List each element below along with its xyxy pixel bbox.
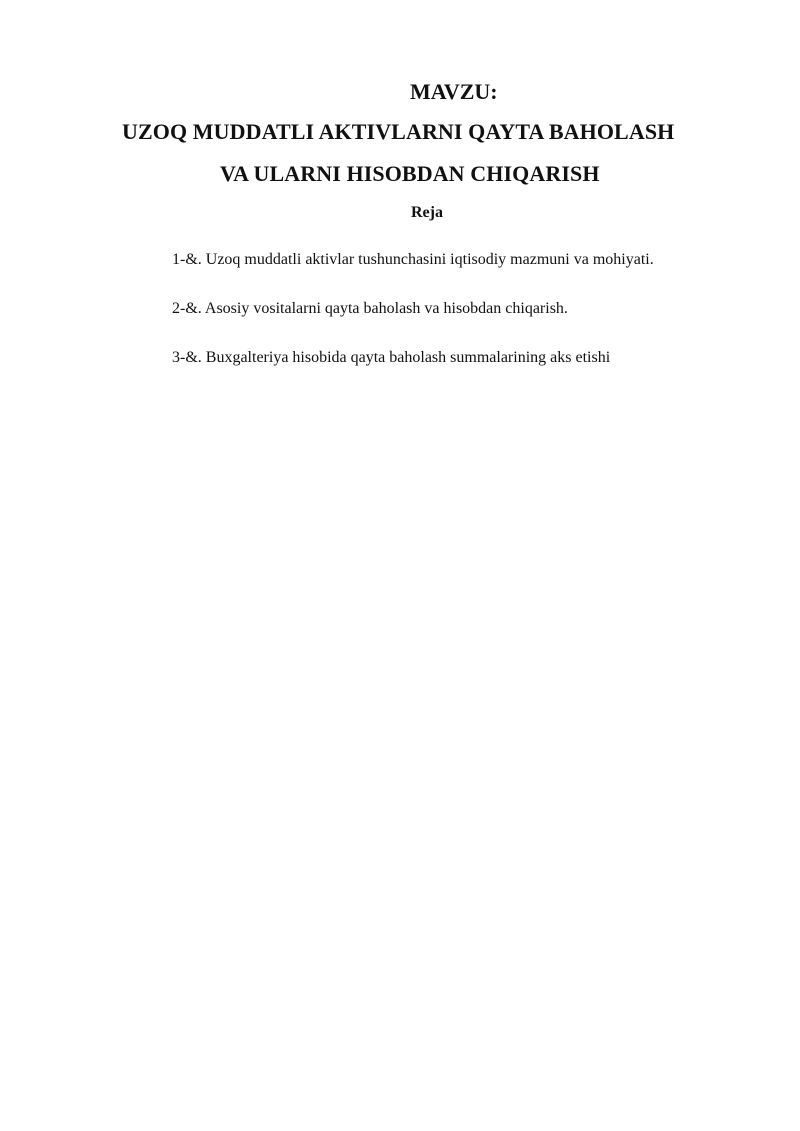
document-title-line-1: UZOQ MUDDATLI AKTIVLARNI QAYTA BAHOLASH — [122, 119, 675, 144]
topic-label: MAVZU: — [410, 79, 498, 104]
document-title-line-2: VA ULARNI HISOBDAN CHIQARISH — [220, 161, 600, 186]
plan-item: 2-&. Asosiy vositalarni qayta baholash va hisobdan chiqarish. — [172, 300, 568, 317]
plan-list — [172, 252, 654, 399]
plan-heading: Reja — [411, 204, 443, 221]
plan-item: 1-&. Uzoq muddatli aktivlar tushunchasini iqtisodiy mazmuni va mohiyati. — [172, 251, 654, 268]
plan-item: 3-&. Buxgalteriya hisobida qayta baholash summalarining aks etishi — [172, 349, 611, 366]
